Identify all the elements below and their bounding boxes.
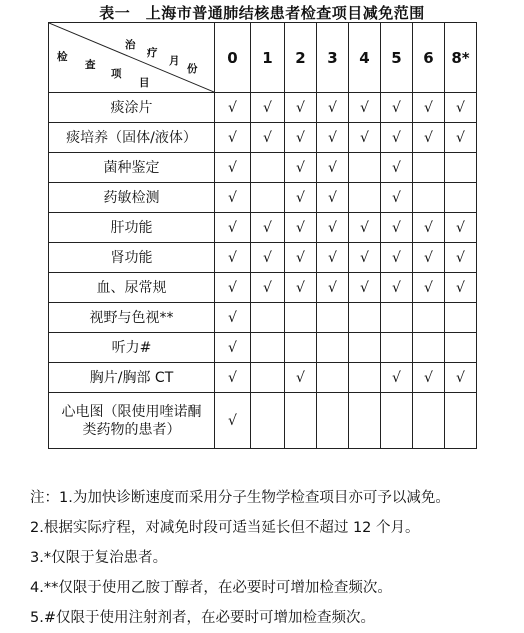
check-cell: √ bbox=[349, 243, 381, 273]
check-cell: √ bbox=[251, 213, 285, 243]
check-cell: √ bbox=[215, 303, 251, 333]
check-cell: √ bbox=[317, 213, 349, 243]
exam-item-label: 痰涂片 bbox=[49, 93, 215, 123]
check-cell: √ bbox=[381, 123, 413, 153]
exam-exemption-table bbox=[48, 22, 477, 449]
check-cell: √ bbox=[317, 123, 349, 153]
table-row bbox=[49, 153, 477, 183]
check-cell: √ bbox=[317, 273, 349, 303]
check-cell bbox=[413, 153, 445, 183]
table-row bbox=[49, 363, 477, 393]
check-cell bbox=[317, 303, 349, 333]
exam-item-label: 药敏检测 bbox=[49, 183, 215, 213]
check-cell bbox=[413, 393, 445, 449]
month-header-4: 4 bbox=[349, 23, 381, 93]
check-cell bbox=[349, 333, 381, 363]
check-cell bbox=[445, 303, 477, 333]
check-cell: √ bbox=[215, 123, 251, 153]
check-cell bbox=[445, 393, 477, 449]
check-cell bbox=[413, 303, 445, 333]
check-cell: √ bbox=[285, 273, 317, 303]
exam-item-label: 胸片/胸部 CT bbox=[49, 363, 215, 393]
check-cell bbox=[251, 153, 285, 183]
table-row bbox=[49, 273, 477, 303]
check-cell: √ bbox=[251, 123, 285, 153]
check-cell: √ bbox=[381, 93, 413, 123]
check-cell: √ bbox=[349, 123, 381, 153]
check-cell bbox=[349, 393, 381, 449]
check-cell: √ bbox=[381, 213, 413, 243]
exam-item-label: 听力# bbox=[49, 333, 215, 363]
check-cell: √ bbox=[381, 363, 413, 393]
footnote: 4.**仅限于使用乙胺丁醇者，在必要时可增加检查频次。 bbox=[30, 580, 392, 596]
check-cell: √ bbox=[445, 363, 477, 393]
header-treatment-char: 疗 bbox=[147, 47, 158, 59]
exam-item-label: 痰培养（固体/液体） bbox=[49, 123, 215, 153]
check-cell bbox=[381, 333, 413, 363]
check-cell bbox=[317, 363, 349, 393]
check-cell: √ bbox=[445, 243, 477, 273]
check-cell: √ bbox=[285, 93, 317, 123]
table-row bbox=[49, 123, 477, 153]
month-header-3: 3 bbox=[317, 23, 349, 93]
check-cell bbox=[251, 333, 285, 363]
header-item-char: 目 bbox=[139, 77, 150, 89]
exam-item-label: 肝功能 bbox=[49, 213, 215, 243]
check-cell: √ bbox=[413, 363, 445, 393]
table-row bbox=[49, 243, 477, 273]
check-cell: √ bbox=[215, 93, 251, 123]
header-treatment-char: 治 bbox=[125, 39, 136, 51]
check-cell: √ bbox=[349, 213, 381, 243]
diagonal-header-cell bbox=[49, 23, 215, 93]
month-header-1: 1 bbox=[251, 23, 285, 93]
check-cell bbox=[413, 183, 445, 213]
check-cell: √ bbox=[285, 123, 317, 153]
check-cell: √ bbox=[285, 213, 317, 243]
check-cell bbox=[413, 333, 445, 363]
check-cell bbox=[317, 393, 349, 449]
table-row bbox=[49, 303, 477, 333]
table-row bbox=[49, 93, 477, 123]
check-cell: √ bbox=[285, 363, 317, 393]
header-treatment-char: 月 bbox=[169, 55, 180, 67]
diagonal-line bbox=[49, 23, 214, 92]
check-cell bbox=[445, 183, 477, 213]
exam-item-label: 视野与色视** bbox=[49, 303, 215, 333]
check-cell: √ bbox=[215, 333, 251, 363]
table-row bbox=[49, 213, 477, 243]
check-cell bbox=[381, 393, 413, 449]
header-item-char: 项 bbox=[111, 68, 122, 80]
check-cell bbox=[251, 303, 285, 333]
check-cell: √ bbox=[381, 153, 413, 183]
check-cell: √ bbox=[215, 363, 251, 393]
check-cell: √ bbox=[215, 183, 251, 213]
check-cell bbox=[445, 153, 477, 183]
check-cell: √ bbox=[381, 183, 413, 213]
check-cell: √ bbox=[285, 153, 317, 183]
check-cell bbox=[251, 363, 285, 393]
table-title: 表一 上海市普通肺结核患者检查项目减免范围 bbox=[99, 4, 425, 22]
month-header-6: 6 bbox=[413, 23, 445, 93]
footnote: 3.*仅限于复治患者。 bbox=[30, 550, 168, 566]
check-cell: √ bbox=[349, 93, 381, 123]
check-cell: √ bbox=[445, 93, 477, 123]
header-item-char: 查 bbox=[85, 59, 96, 71]
table-row bbox=[49, 183, 477, 213]
check-cell: √ bbox=[349, 273, 381, 303]
month-header-8: 8* bbox=[445, 23, 477, 93]
check-cell bbox=[381, 303, 413, 333]
exam-item-label: 心电图（限使用喹诺酮类药物的患者） bbox=[49, 393, 215, 449]
table-row bbox=[49, 393, 477, 449]
check-cell bbox=[317, 333, 349, 363]
header-row bbox=[49, 23, 477, 93]
check-cell: √ bbox=[413, 243, 445, 273]
exam-item-label: 菌种鉴定 bbox=[49, 153, 215, 183]
header-item-char: 检 bbox=[57, 51, 68, 63]
month-header-5: 5 bbox=[381, 23, 413, 93]
check-cell: √ bbox=[215, 243, 251, 273]
check-cell: √ bbox=[251, 273, 285, 303]
check-cell bbox=[445, 333, 477, 363]
check-cell bbox=[285, 393, 317, 449]
exam-item-label: 血、尿常规 bbox=[49, 273, 215, 303]
check-cell: √ bbox=[413, 273, 445, 303]
check-cell: √ bbox=[413, 123, 445, 153]
check-cell: √ bbox=[251, 243, 285, 273]
month-header-2: 2 bbox=[285, 23, 317, 93]
check-cell: √ bbox=[445, 123, 477, 153]
check-cell bbox=[349, 183, 381, 213]
check-cell: √ bbox=[215, 213, 251, 243]
check-cell: √ bbox=[317, 183, 349, 213]
check-cell: √ bbox=[317, 243, 349, 273]
check-cell: √ bbox=[215, 273, 251, 303]
footnote: 5.#仅限于使用注射剂者，在必要时可增加检查频次。 bbox=[30, 610, 375, 626]
check-cell: √ bbox=[317, 93, 349, 123]
check-cell bbox=[349, 303, 381, 333]
check-cell bbox=[349, 153, 381, 183]
check-cell bbox=[349, 363, 381, 393]
check-cell bbox=[251, 393, 285, 449]
check-cell: √ bbox=[285, 183, 317, 213]
footnotes bbox=[30, 483, 450, 633]
footnote: 2.根据实际疗程，对减免时段可适当延长但不超过 12 个月。 bbox=[30, 520, 420, 536]
month-header-0: 0 bbox=[215, 23, 251, 93]
check-cell: √ bbox=[445, 213, 477, 243]
exam-item-label: 肾功能 bbox=[49, 243, 215, 273]
check-cell: √ bbox=[215, 393, 251, 449]
check-cell: √ bbox=[413, 93, 445, 123]
header-treatment-char: 份 bbox=[187, 63, 198, 75]
check-cell: √ bbox=[413, 213, 445, 243]
check-cell: √ bbox=[251, 93, 285, 123]
check-cell: √ bbox=[381, 273, 413, 303]
footnote: 注：1.为加快诊断速度而采用分子生物学检查项目亦可予以减免。 bbox=[30, 490, 450, 506]
check-cell bbox=[285, 303, 317, 333]
check-cell: √ bbox=[215, 153, 251, 183]
check-cell: √ bbox=[317, 153, 349, 183]
check-cell: √ bbox=[381, 243, 413, 273]
check-cell bbox=[285, 333, 317, 363]
table-row bbox=[49, 333, 477, 363]
check-cell: √ bbox=[285, 243, 317, 273]
check-cell: √ bbox=[445, 273, 477, 303]
check-cell bbox=[251, 183, 285, 213]
